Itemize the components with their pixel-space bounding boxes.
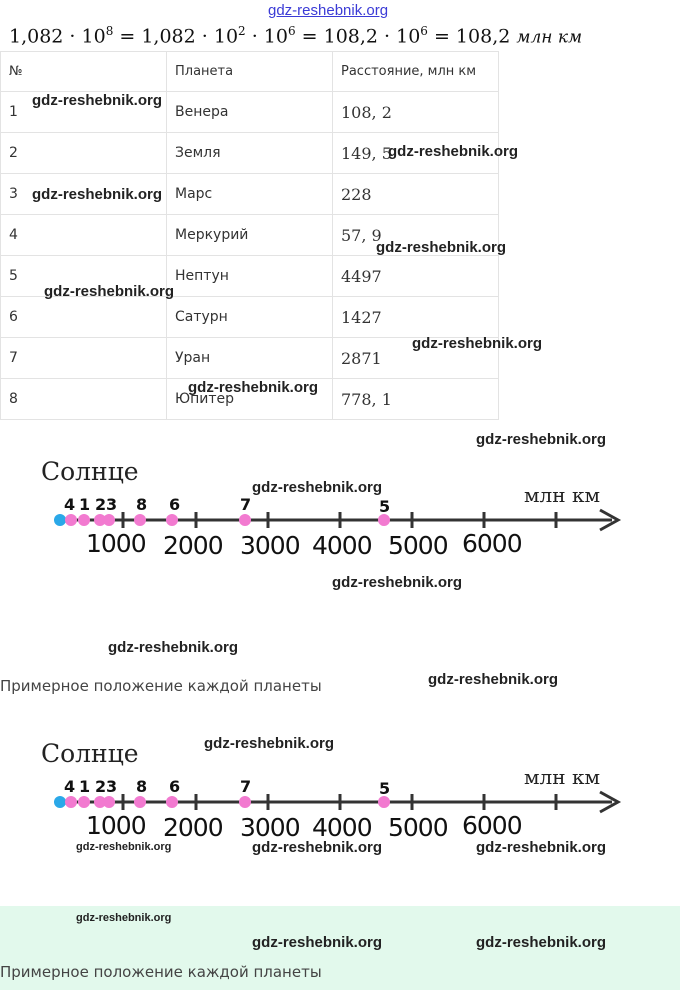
cell-number: 4 xyxy=(1,215,167,256)
cell-number: 3 xyxy=(1,174,167,215)
planet-label: 1 xyxy=(79,495,91,514)
sun-point xyxy=(54,796,66,808)
watermark: gdz-reshebnik.org xyxy=(476,934,607,951)
table-header-row xyxy=(1,52,499,92)
watermark: gdz-reshebnik.org xyxy=(428,671,559,688)
planet-label: 7 xyxy=(240,777,252,796)
planet-point xyxy=(103,514,115,526)
watermark: gdz-reshebnik.org xyxy=(76,841,172,853)
watermark: gdz-reshebnik.org xyxy=(76,912,172,924)
formula: $1,082 \cdot 10^8 = 1,082 \cdot 10^2 \cdot 10^6 = 108,2 \cdot 10^6 = 108,2$ млн км xyxy=(9,24,583,48)
tick-label: 1000 xyxy=(86,529,146,558)
cell-planet: Юпитер xyxy=(167,379,333,420)
cell-distance: 778, 1 xyxy=(333,379,499,420)
watermark: gdz-reshebnik.org xyxy=(204,735,335,752)
cell-planet: Меркурий xyxy=(167,215,333,256)
watermark: gdz-reshebnik.org xyxy=(388,143,519,160)
watermark: gdz-reshebnik.org xyxy=(252,839,383,856)
watermark: gdz-reshebnik.org xyxy=(476,431,607,448)
caption-2: Примерное положение каждой планеты xyxy=(0,963,322,981)
cell-distance: 4497 xyxy=(333,256,499,297)
watermark: gdz-reshebnik.org xyxy=(252,934,383,951)
tick-label: 4000 xyxy=(312,531,372,560)
watermark: gdz-reshebnik.org xyxy=(332,574,463,591)
planet-label: 4 xyxy=(64,777,76,796)
tick-label: 4000 xyxy=(312,813,372,842)
watermark: gdz-reshebnik.org xyxy=(412,335,543,352)
cell-number: 2 xyxy=(1,133,167,174)
caption-1: Примерное положение каждой планеты xyxy=(0,677,322,695)
planet-label: 3 xyxy=(106,777,118,796)
planet-point xyxy=(134,796,146,808)
unit-label: млн км xyxy=(524,483,601,507)
tick-label: 2000 xyxy=(163,813,223,842)
planet-label: 2 xyxy=(95,777,107,796)
watermark: gdz-reshebnik.org xyxy=(108,639,239,656)
planet-label: 6 xyxy=(169,777,181,796)
cell-planet: Нептун xyxy=(167,256,333,297)
planet-point xyxy=(166,796,178,808)
planet-label: 8 xyxy=(136,777,148,796)
watermark: gdz-reshebnik.org xyxy=(32,186,163,203)
planet-label: 7 xyxy=(240,495,252,514)
tick-label: 6000 xyxy=(462,529,522,558)
number-line-figure-1 xyxy=(0,455,680,565)
cell-distance: 108, 2 xyxy=(333,92,499,133)
header-number: № xyxy=(1,52,167,92)
planet-label: 2 xyxy=(95,495,107,514)
table-row xyxy=(1,297,499,338)
planet-point xyxy=(78,514,90,526)
planet-point xyxy=(134,514,146,526)
tick-label: 2000 xyxy=(163,531,223,560)
tick-label: 3000 xyxy=(240,531,300,560)
planet-point xyxy=(65,796,77,808)
watermark: gdz-reshebnik.org xyxy=(188,379,319,396)
cell-distance: 228 xyxy=(333,174,499,215)
planet-point xyxy=(103,796,115,808)
planet-label: 4 xyxy=(64,495,76,514)
cell-number: 7 xyxy=(1,338,167,379)
tick-label: 5000 xyxy=(388,813,448,842)
planet-label: 5 xyxy=(379,779,391,798)
planet-label: 6 xyxy=(169,495,181,514)
cell-number: 6 xyxy=(1,297,167,338)
number-line-figure-2 xyxy=(0,737,680,847)
cell-distance: 57, 9 xyxy=(333,215,499,256)
sun-label: Солнце xyxy=(41,457,139,486)
cell-planet: Марс xyxy=(167,174,333,215)
planet-label: 1 xyxy=(79,777,91,796)
planet-point xyxy=(65,514,77,526)
cell-number: 1 xyxy=(1,92,167,133)
sun-label: Солнце xyxy=(41,739,139,768)
planet-point xyxy=(239,514,251,526)
planet-point xyxy=(78,796,90,808)
header-planet: Планета xyxy=(167,52,333,92)
watermark: gdz-reshebnik.org xyxy=(252,479,383,496)
watermark: gdz-reshebnik.org xyxy=(476,839,607,856)
cell-planet: Земля xyxy=(167,133,333,174)
watermark: gdz-reshebnik.org xyxy=(376,239,507,256)
formula-unit: млн км xyxy=(516,27,583,48)
tick-label: 3000 xyxy=(240,813,300,842)
planet-label: 8 xyxy=(136,495,148,514)
planet-label: 5 xyxy=(379,497,391,516)
planet-point xyxy=(166,514,178,526)
tick-label: 1000 xyxy=(86,811,146,840)
sun-point xyxy=(54,514,66,526)
cell-distance: 149, 5 xyxy=(333,133,499,174)
watermark: gdz-reshebnik.org xyxy=(32,92,163,109)
header-distance: Расстояние, млн км xyxy=(333,52,499,92)
cell-number: 5 xyxy=(1,256,167,297)
cell-planet: Уран xyxy=(167,338,333,379)
tick-label: 5000 xyxy=(388,531,448,560)
tick-label: 6000 xyxy=(462,811,522,840)
site-link[interactable]: gdz-reshebnik.org xyxy=(268,2,389,19)
cell-number: 8 xyxy=(1,379,167,420)
cell-planet: Сатурн xyxy=(167,297,333,338)
planet-label: 3 xyxy=(106,495,118,514)
unit-label: млн км xyxy=(524,765,601,789)
cell-distance: 1427 xyxy=(333,297,499,338)
watermark: gdz-reshebnik.org xyxy=(44,283,175,300)
cell-planet: Венера xyxy=(167,92,333,133)
cell-distance: 2871 xyxy=(333,338,499,379)
planet-point xyxy=(239,796,251,808)
